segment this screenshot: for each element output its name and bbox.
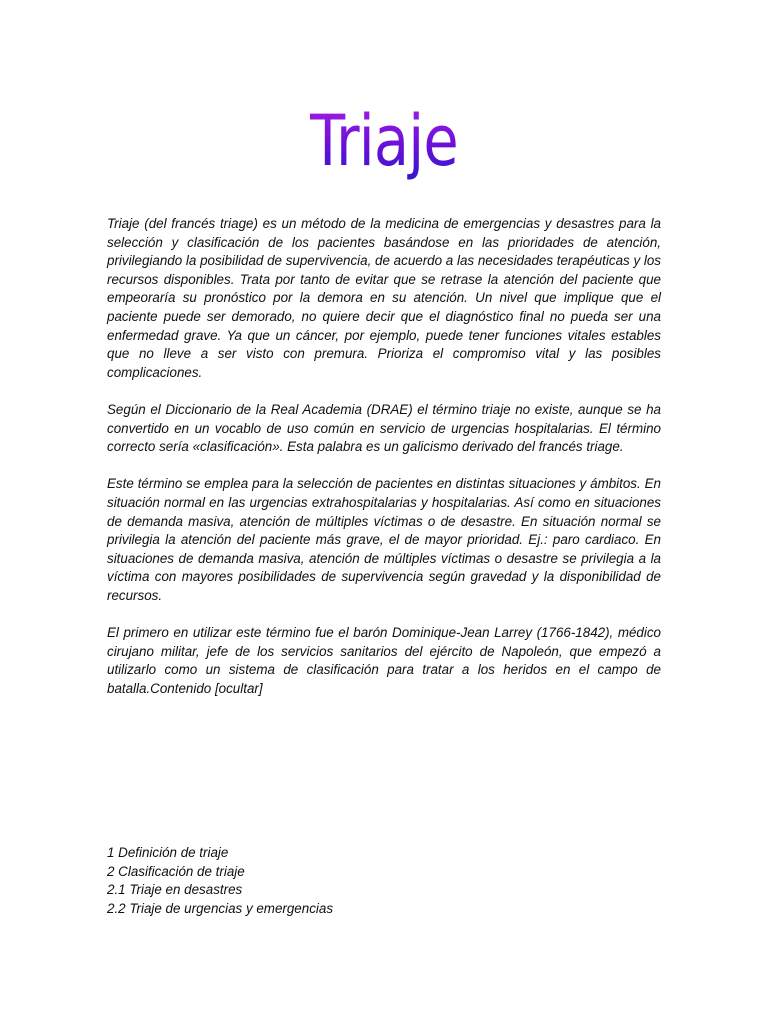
paragraph-usage: Este término se emplea para la selección de pacientes en distintas situaciones y ámbitos. En situación normal en las urgencias extrahospitalarias y hospitalarias. Así como en situaciones de demanda masiva, atención de múltiples víctimas o de desastre. En situación normal se privilegia la atención del paciente más grave, el de mayor prioridad. Ej.: paro cardiaco. En situaciones de demanda masiva, atención de múltiples víctimas o desastre se privilegia a la víctima con mayores posibilidades de supervivencia según gravedad y la disponibilidad de recursos.: [107, 476, 661, 603]
paragraph-definition: Triaje (del francés triage) es un método de la medicina de emergencias y desastres para la selección y clasificación de los pacientes basándose en las prioridades de atención, privilegiando la posibilidad de supervivencia, de acuerdo a las necesidades terapéuticas y los recursos disponibles. Trata por tanto de evitar que se retrase la atención del paciente que empeoraría su pronóstico por la demora en su atención. Un nivel que implique que el paciente puede ser demorado, no quiere decir que el diagnóstico final no pueda ser una enfermedad grave. Ya que un cáncer, por ejemplo, puede tener funciones vitales estables que no lleve a ser visto con premura. Prioriza el compromiso vital y las posibles complicaciones.: [107, 216, 661, 380]
toc-item: 2.1 Triaje en desastres: [107, 882, 243, 898]
toc-item: 2.2 Triaje de urgencias y emergencias: [107, 900, 334, 916]
table-of-contents: [107, 844, 661, 918]
paragraph-drae: Según el Diccionario de la Real Academia (DRAE) el término triaje no existe, aunque se ha convertido en un vocablo de uso común en servicio de urgencias hospitalarias. El término correcto sería «clasificación». Esta palabra es un galicismo derivado del francés triage.: [107, 401, 661, 455]
document-title: Triaje: [69, 96, 699, 186]
document-body: [107, 215, 661, 717]
toc-item: 2 Clasificación de triaje: [107, 863, 245, 879]
paragraph-history: El primero en utilizar este término fue el barón Dominique-Jean Larrey (1766-1842), médico cirujano militar, jefe de los servicios sanitarios del ejército de Napoleón, que empezó a utilizarlo como un sistema de clasificación para tratar a los heridos en el campo de batalla.Contenido [ocultar]: [107, 625, 661, 696]
toc-item: 1 Definición de triaje: [107, 845, 229, 860]
